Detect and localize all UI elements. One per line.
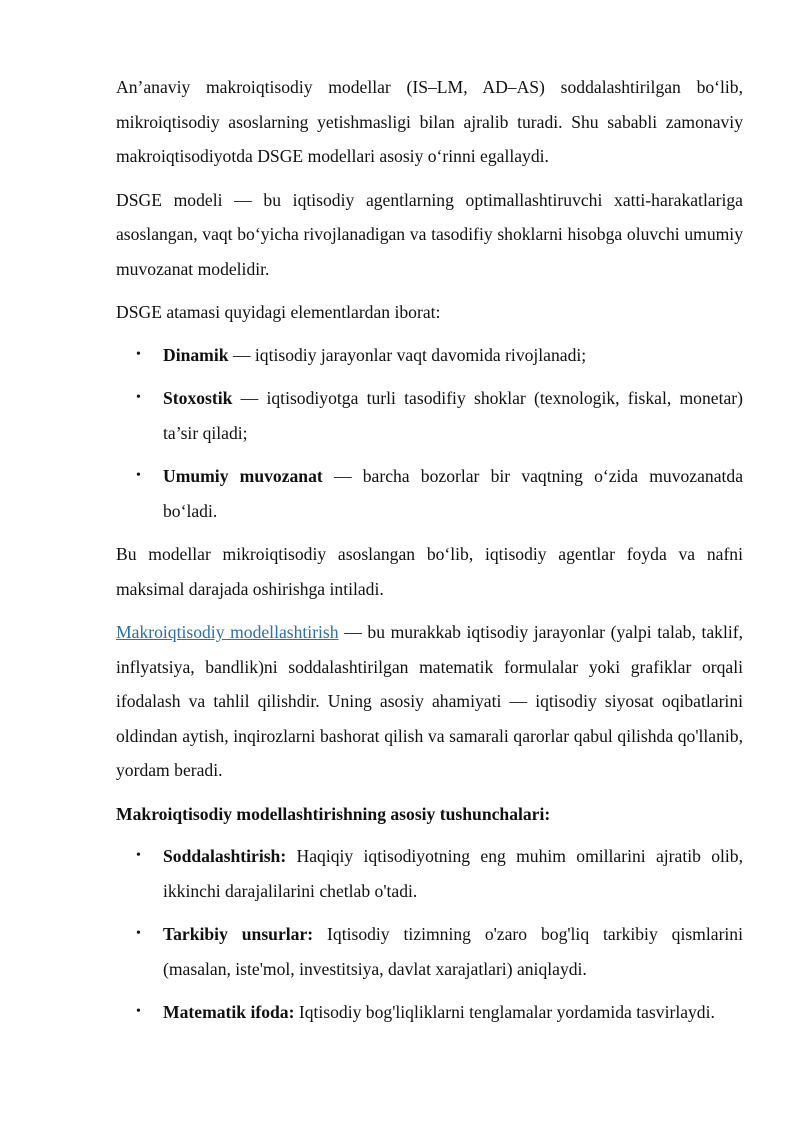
concepts-list [116, 839, 743, 1030]
paragraph-dsge-definition: DSGE modeli — bu iqtisodiy agentlarning optimallashtiruvchi xatti-harakatlariga asoslangan, vaqt bo‘yicha rivojlanadigan va tasodifiy shoklarni hisobga oluvchi umumiy muvozanat modelidir. [116, 189, 743, 279]
dsge-elements-list [116, 338, 743, 529]
list-item-term: Tarkibiy unsurlar: [163, 924, 314, 944]
paragraph-modeling-definition [116, 615, 743, 788]
list-item [116, 381, 743, 450]
list-item [116, 917, 743, 986]
list-item-text: — barcha bozorlar bir vaqtning o‘zida muvozanatda bo‘ladi. [163, 466, 744, 521]
list-item-text: Haqiqiy iqtisodiyotning eng muhim omillarini ajratib olib, ikkinchi darajalilarini chetlab o'tadi. [163, 846, 743, 901]
list-item-text: — iqtisodiyotga turli tasodifiy shoklar (texnologik, fiskal, monetar) ta’sir qiladi; [163, 388, 743, 443]
list-item [116, 459, 743, 528]
paragraph-dsge-elements-intro: DSGE atamasi quyidagi elementlardan iborat: [116, 302, 441, 322]
list-item-text: — iqtisodiy jarayonlar vaqt davomida rivojlanadi; [228, 344, 587, 365]
list-item-term: Soddalashtirish: [163, 846, 287, 866]
list-item-text: Iqtisodiy tizimning o'zaro bog'liq tarkibiy qismlarini (masalan, iste'mol, investitsiya, davlat xarajatlari) aniqlaydi. [163, 924, 743, 979]
list-item-term: Umumiy muvozanat [163, 466, 323, 486]
list-item-term: Dinamik [163, 344, 229, 365]
modeling-link[interactable]: Makroiqtisodiy modellashtirish [116, 622, 339, 642]
paragraph-modeling-text: — bu murakkab iqtisodiy jarayonlar (yalpi talab, taklif, inflyatsiya, bandlik)ni soddalashtirilgan matematik formulalar yoki grafiklar orqali ifodalash va tahlil qilishdir. Uning asosiy ahamiyati — iqtisodiy siyosat oqibatlarini oldindan aytish, inqirozlarni bashorat qilish va samarali qarorlar qabul qilishda qo'llanib, yordam beradi. [116, 622, 744, 780]
list-item [116, 839, 743, 908]
list-item-term: Matematik ifoda: [163, 1002, 295, 1022]
list-item [116, 338, 743, 373]
list-item [116, 995, 743, 1030]
list-item-term: Stoxostik [163, 388, 233, 408]
list-item-text: Iqtisodiy bog'liqliklarni tenglamalar yordamida tasvirlaydi. [294, 1002, 715, 1022]
document-page [116, 70, 743, 1039]
section-heading: Makroiqtisodiy modellashtirishning asosiy tushunchalari: [116, 803, 551, 824]
paragraph-traditional-models: An’anaviy makroiqtisodiy modellar (IS–LM, AD–AS) soddalashtirilgan bo‘lib, mikroiqtisodiy asoslarning yetishmasligi bilan ajralib turadi. Shu sababli zamonaviy makroiqtisodiyotda DSGE modellari asosiy o‘rinni egallaydi. [116, 77, 743, 166]
paragraph-microfoundations: Bu modellar mikroiqtisodiy asoslangan bo‘lib, iqtisodiy agentlar foyda va nafni maksimal darajada oshirishga intiladi. [116, 544, 743, 599]
